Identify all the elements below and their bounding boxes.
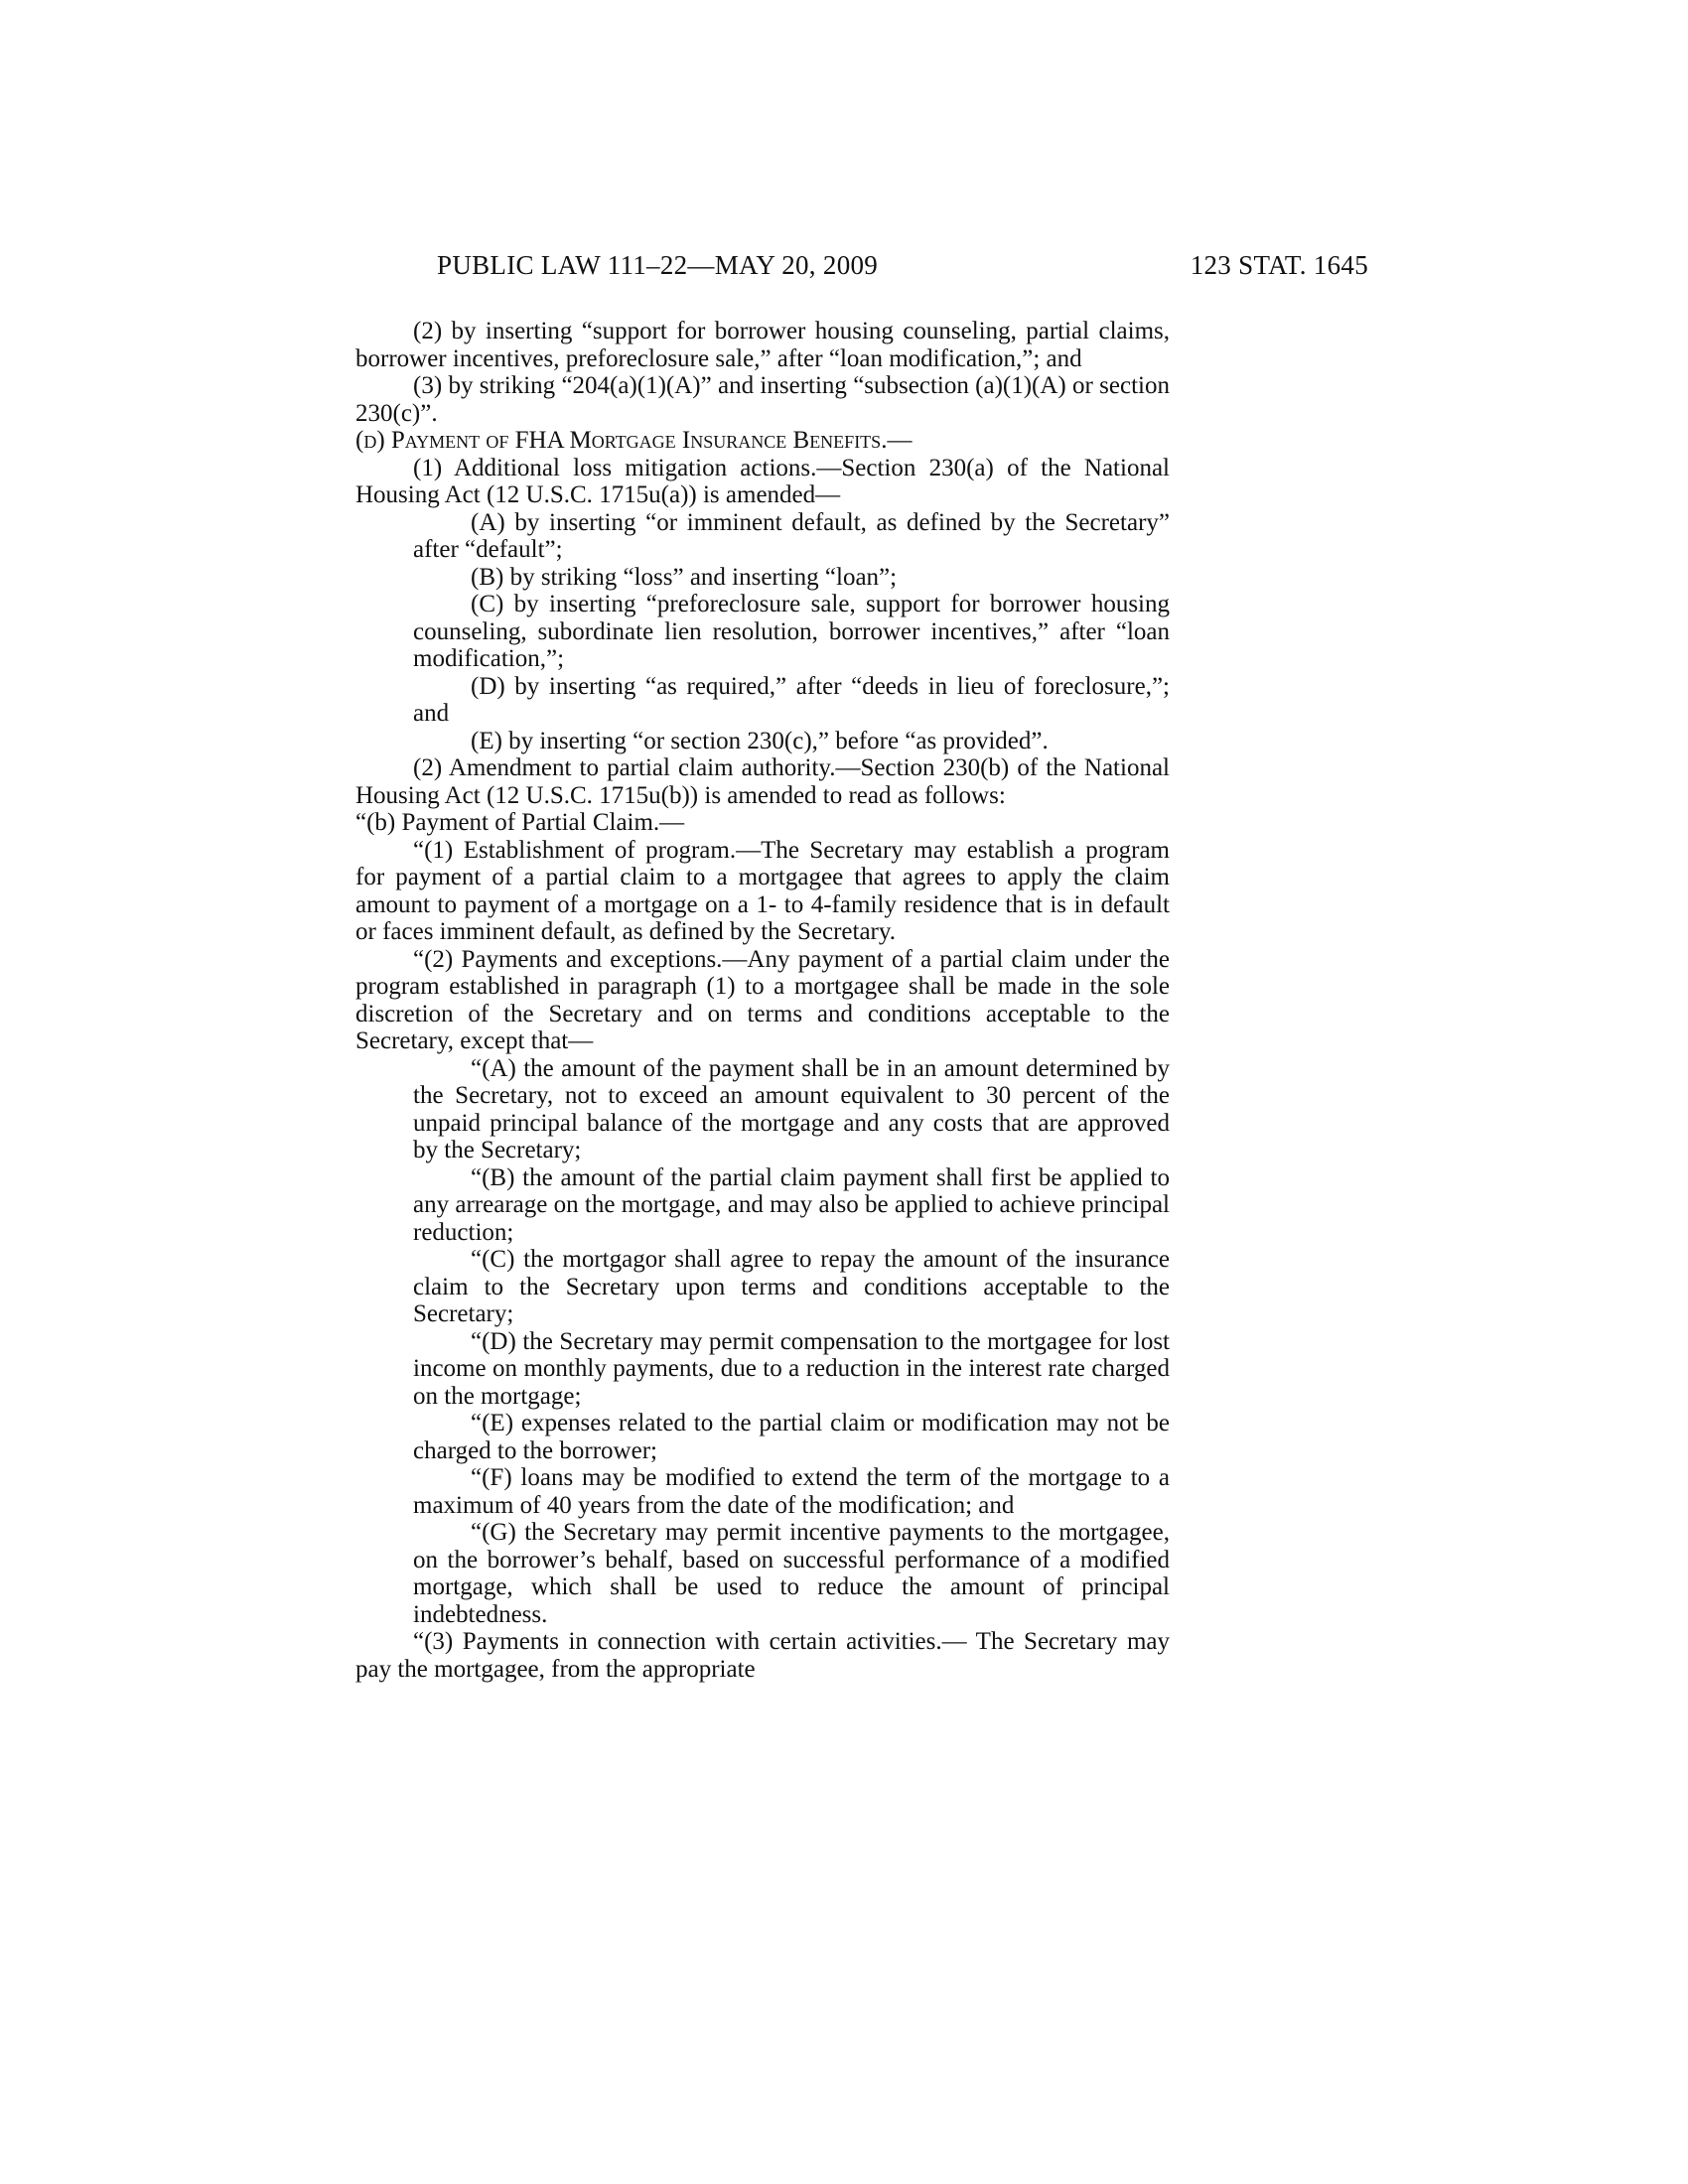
clause: (E) by inserting “or section 230(c),” before “as provided”.	[471, 727, 1049, 754]
header-stat-citation: 123 STAT. 1645	[1190, 250, 1368, 280]
paragraph: (2) Amendment to partial claim authority.—Section 230(b) of the National Housing Act (12 U.S.C. 1715u(b)) is amended to read as follows:	[355, 754, 1170, 809]
subsection-heading: (d) Payment of FHA Mortgage Insurance Benefits.—	[355, 427, 913, 454]
clause: “(E) expenses related to the partial claim or modification may not be charged to the borrower;	[413, 1410, 1170, 1464]
paragraph: (2) by inserting “support for borrower housing counseling, partial claims, borrower incentives, preforeclosure sale,” after “loan modification,”; and	[355, 318, 1170, 372]
paragraph: “(3) Payments in connection with certain activities.— The Secretary may pay the mortgagee, from the appropriate	[355, 1628, 1170, 1683]
header-title: PUBLIC LAW 111–22—MAY 20, 2009	[437, 250, 879, 280]
paragraph: (3) by striking “204(a)(1)(A)” and inserting “subsection (a)(1)(A) or section 230(c)”.	[355, 372, 1170, 427]
clause: “(B) the amount of the partial claim payment shall first be applied to any arrearage on the mortgage, and may also be applied to achieve principal reduction;	[413, 1163, 1170, 1246]
clause: “(G) the Secretary may permit incentive payments to the mortgagee, on the borrower’s behalf, based on successful performance of a modified mortgage, which shall be used to reduce the amount of principal indebtedness.	[413, 1519, 1170, 1628]
subsection-heading: “(b) Payment of Partial Claim.—	[355, 809, 685, 836]
clause: (B) by striking “loss” and inserting “loan”;	[471, 563, 898, 591]
paragraph: (1) Additional loss mitigation actions.—Section 230(a) of the National Housing Act (12 U.S.C. 1715u(a)) is amended—	[355, 454, 1170, 508]
paragraph: “(2) Payments and exceptions.—Any payment of a partial claim under the program established in paragraph (1) to a mortgagee shall be made in the sole discretion of the Secretary and on terms and conditions acceptable to the Secretary, except that—	[355, 945, 1170, 1054]
clause: (A) by inserting “or imminent default, as defined by the Secretary” after “default”;	[413, 508, 1170, 563]
paragraph: “(1) Establishment of program.—The Secretary may establish a program for payment of a partial claim to a mortgagee that agrees to apply the claim amount to payment of a mortgage on a 1- to 4-family residence that is in default or faces imminent default, as defined by the Secretary.	[355, 836, 1170, 945]
clause: “(C) the mortgagor shall agree to repay the amount of the insurance claim to the Secretary upon terms and conditions acceptable to the Secretary;	[413, 1246, 1170, 1327]
clause: (D) by inserting “as required,” after “deeds in lieu of foreclosure,”; and	[413, 672, 1170, 727]
clause: “(F) loans may be modified to extend the term of the mortgage to a maximum of 40 years from the date of the modification; and	[413, 1464, 1170, 1519]
statute-body	[355, 318, 1170, 1683]
clause: (C) by inserting “preforeclosure sale, support for borrower housing counseling, subordinate lien resolution, borrower incentives,” after “loan modification,”;	[413, 591, 1170, 672]
clause: “(D) the Secretary may permit compensation to the mortgagee for lost income on monthly payments, due to a reduction in the interest rate charged on the mortgage;	[413, 1327, 1170, 1410]
clause: “(A) the amount of the payment shall be in an amount determined by the Secretary, not to exceed an amount equivalent to 30 percent of the unpaid principal balance of the mortgage and any costs that are approved by the Secretary;	[413, 1054, 1170, 1163]
running-header	[355, 250, 1368, 290]
